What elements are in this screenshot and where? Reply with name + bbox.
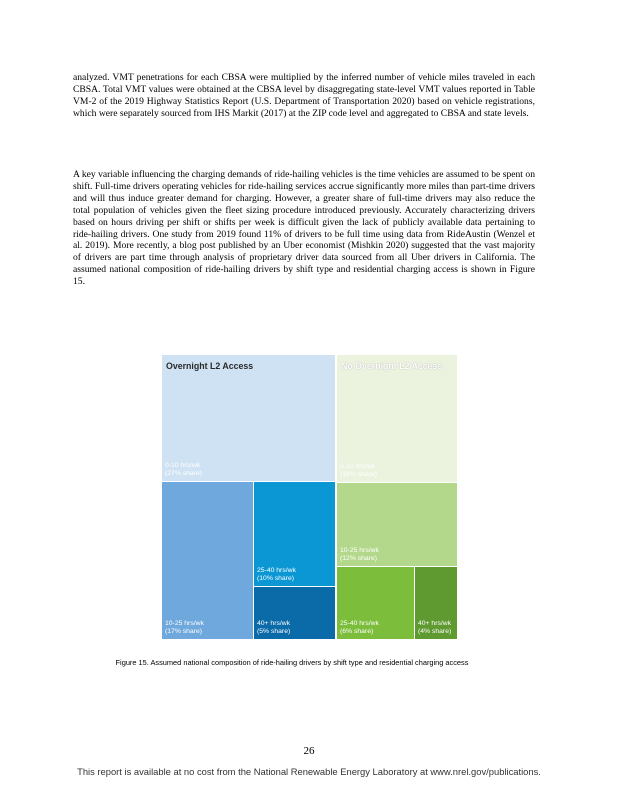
- treemap-figure: [162, 355, 457, 639]
- body-paragraph-1: analyzed. VMT penetrations for each CBSA were multiplied by the inferred number of vehicle miles traveled in each CBSA. Total VMT values were obtained at the CBSA level by disaggregating state-level VMT values reported in Table VM-2 of the 2019 Highway Statistics Report (U.S. Department of Transportation 2020) based on vehicle registrations, which were separately sourced from IHS Markit (2017) at the ZIP code level and aggregated to CBSA and state levels.: [73, 72, 535, 119]
- no-overnight-l2-title: No Overnight L2 Access: [341, 361, 443, 371]
- cell-no-overnight-10-25: 10-25 hrs/wk (12% share): [337, 483, 457, 566]
- cell-overnight-25-40: 25-40 hrs/wk (10% share): [254, 482, 335, 586]
- cell-no-overnight-40plus: 40+ hrs/wk (4% share): [415, 567, 457, 639]
- cell-overnight-40plus: 40+ hrs/wk (5% share): [254, 587, 335, 639]
- figure-caption: Figure 15. Assumed national composition of ride-hailing drivers by shift type and residential charging access: [115, 658, 469, 667]
- report-footer: This report is available at no cost from the National Renewable Energy Laboratory at www.nrel.gov/publications.: [77, 766, 541, 777]
- page-number: 26: [303, 745, 315, 757]
- cell-overnight-10-25: 10-25 hrs/wk (17% share): [162, 482, 253, 639]
- cell-overnight-0-10: Overnight L2 Access 0-10 hrs/wk (27% share): [162, 355, 335, 481]
- overnight-l2-title: Overnight L2 Access: [166, 361, 254, 371]
- cell-no-overnight-25-40: 25-40 hrs/wk (6% share): [337, 567, 414, 639]
- cell-no-overnight-0-10: No Overnight L2 Access 0-10 hrs/wk (18% share): [337, 355, 457, 482]
- body-paragraph-2: A key variable influencing the charging demands of ride-hailing vehicles is the time vehicles are assumed to be spent on shift. Full-time drivers operating vehicles for ride-hailing services accrue significantly more miles than part-time drivers and will thus induce greater demand for charging. However, a greater share of full-time drivers may also reduce the total population of vehicles given the fleet sizing procedure introduced previously. Accurately characterizing drivers based on hours driving per shift or shifts per week is difficult given the lack of publicly available data pertaining to ride-hailing drivers. One study from 2019 found 11% of drivers to be full time using data from RideAustin (Wenzel et al. 2019). More recently, a blog post published by an Uber economist (Mishkin 2020) suggested that the vast majority of drivers are part time through analysis of proprietary driver data sourced from all Uber drivers in California. The assumed national composition of ride-hailing drivers by shift type and residential charging access is shown in Figure 15.: [73, 169, 535, 288]
